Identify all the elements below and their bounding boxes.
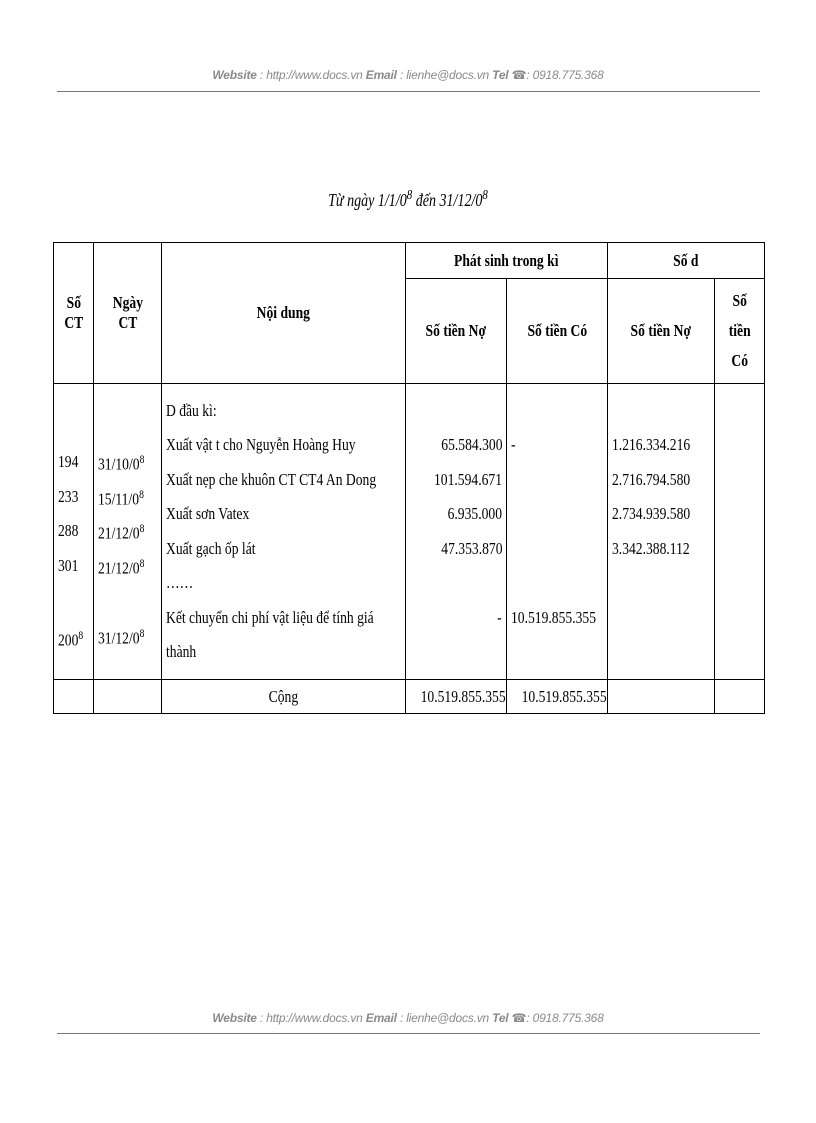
total-empty-cell — [715, 680, 765, 714]
total-empty-cell — [94, 680, 162, 714]
page-footer-contact — [0, 1011, 816, 1025]
header-du-co-line1: Số — [732, 291, 747, 310]
ngay-ct-sup: 8 — [139, 626, 145, 641]
page-header-contact — [0, 68, 816, 82]
email-value: : lienhe@docs.vn — [399, 1011, 489, 1025]
tel-label: Tel — [492, 68, 509, 82]
ngay-ct-value: 21/12/0 — [98, 523, 140, 543]
total-ps-no: 10.519.855.355 — [420, 686, 506, 706]
ps-co-cell: - — [511, 435, 516, 454]
header-du-co — [715, 279, 765, 384]
col-so-ct — [54, 384, 94, 680]
total-empty-cell — [608, 680, 715, 714]
noi-dung-cell: Xuất gạch ốp lát — [166, 538, 256, 558]
period-sup: 8 — [482, 188, 488, 203]
col-ps-co — [507, 384, 608, 680]
header-divider — [57, 91, 760, 92]
footer-divider — [57, 1033, 760, 1034]
header-so-ct-line1: Số — [66, 293, 81, 312]
total-row — [54, 680, 765, 714]
website-url: : http://www.docs.vn — [259, 1011, 363, 1025]
total-ps-co: 10.519.855.355 — [521, 686, 607, 706]
header-du-co-line3: Có — [731, 351, 748, 370]
header-ps-no-text: Số tiền Nợ — [425, 321, 487, 340]
du-no-cell: 1.216.334.216 — [612, 435, 691, 454]
header-du-no — [608, 279, 715, 384]
period-title — [90, 188, 726, 211]
noi-dung-cell: Xuất vật t cho Nguyễn Hoàng Huy — [166, 435, 356, 454]
du-no-cell: 2.716.794.580 — [612, 469, 691, 489]
ngay-ct-sup: 8 — [139, 486, 144, 501]
du-no-cell: 2.734.939.580 — [612, 504, 691, 523]
noi-dung-cell: D đầu kì: — [166, 400, 217, 420]
ps-no-cell: 47.353.870 — [440, 538, 502, 558]
tel-value: : 0918.775.368 — [526, 1011, 604, 1025]
noi-dung-cell: …… — [166, 573, 194, 592]
so-ct-cell: 194 — [58, 452, 79, 472]
period-sup: 8 — [406, 188, 413, 203]
header-phat-sinh-text: Phát sinh trong kì — [454, 250, 559, 270]
ps-co-cell: 10.519.855.355 — [511, 607, 596, 627]
col-du-no — [608, 384, 715, 680]
header-ps-no — [406, 279, 507, 384]
header-du-co-line2: tiền — [728, 321, 751, 340]
website-label: Website — [212, 1011, 257, 1025]
period-middle: đến 31/12/0 — [412, 190, 483, 210]
col-ngay-ct — [94, 384, 162, 680]
ps-no-cell: - — [497, 607, 502, 627]
header-noi-dung-text: Nội dung — [256, 303, 311, 322]
email-label: Email — [365, 1011, 397, 1025]
header-du-no-text: Số tiền Nợ — [630, 321, 692, 340]
so-ct-sup: 8 — [78, 627, 84, 642]
ngay-ct-sup: 8 — [139, 452, 145, 467]
header-so-du-text: Số d — [673, 250, 699, 270]
header-ngay-ct-line1: Ngày — [112, 293, 143, 312]
ngay-ct-cell — [98, 616, 144, 656]
col-noi-dung — [162, 384, 406, 680]
phone-icon: ☎ — [511, 68, 527, 82]
ps-no-cell: 101.594.671 — [434, 469, 502, 489]
ps-no-cell: 6.935.000 — [447, 504, 502, 523]
ngay-ct-value: 15/11/0 — [98, 489, 140, 509]
email-label: Email — [365, 68, 397, 82]
noi-dung-cell: Kết chuyển chi phí vật liệu để tính giá — [166, 607, 374, 627]
so-ct-cell: 288 — [58, 521, 79, 541]
tel-label: Tel — [492, 1011, 509, 1025]
email-value: : lienhe@docs.vn — [399, 68, 489, 82]
so-ct-cell: 301 — [58, 555, 79, 575]
so-ct-cell: 233 — [58, 486, 79, 506]
ngay-ct-value: 21/12/0 — [98, 558, 140, 578]
phone-icon: ☎ — [511, 1011, 527, 1025]
col-du-co — [715, 384, 765, 680]
total-ps-no-cell — [406, 680, 507, 714]
total-label-cell — [162, 680, 406, 714]
ngay-ct-sup: 8 — [139, 521, 145, 536]
total-ps-co-cell — [507, 680, 608, 714]
col-ps-no — [406, 384, 507, 680]
noi-dung-cell: Xuất sơn Vatex — [166, 504, 250, 523]
header-so-ct-line2: CT — [64, 313, 83, 332]
header-so-du — [608, 243, 765, 279]
header-ps-co-text: Số tiền Có — [527, 321, 587, 340]
ngay-ct-sup: 8 — [139, 555, 145, 570]
noi-dung-cell: Xuất nẹp che khuôn CT CT4 An Dong — [166, 469, 377, 489]
ngay-ct-value: 31/12/0 — [98, 628, 140, 648]
website-label: Website — [212, 68, 257, 82]
ngay-ct-value: 31/10/0 — [98, 454, 140, 474]
website-url: : http://www.docs.vn — [259, 68, 363, 82]
header-phat-sinh — [406, 243, 608, 279]
total-empty-cell — [54, 680, 94, 714]
du-no-cell: 3.342.388.112 — [612, 538, 690, 558]
header-noi-dung — [162, 243, 406, 384]
so-ct-cell — [58, 618, 83, 658]
period-prefix: Từ ngày 1/1/0 — [328, 190, 407, 210]
total-label: Cộng — [268, 686, 299, 706]
header-ngay-ct-line2: CT — [118, 313, 137, 332]
header-ps-co — [507, 279, 608, 384]
header-ngay-ct — [94, 243, 162, 384]
header-so-ct — [54, 243, 94, 384]
so-ct-value: 200 — [58, 630, 79, 650]
ps-no-cell: 65.584.300 — [440, 435, 502, 454]
tel-value: : 0918.775.368 — [526, 68, 604, 82]
ledger-table — [53, 242, 765, 714]
noi-dung-cell: thành — [166, 642, 197, 661]
ngay-ct-cell — [98, 546, 144, 586]
